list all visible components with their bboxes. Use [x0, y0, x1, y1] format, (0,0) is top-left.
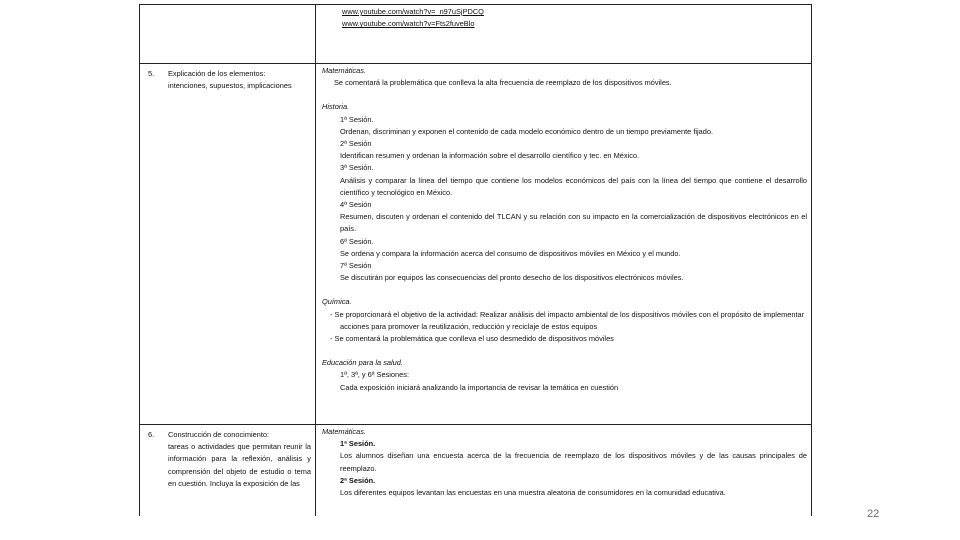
row-label-cell [140, 425, 316, 517]
bullet-text: - Se proporcionará el objetivo de la actividad: Realizar análisis del impacto ambiental de los dispositivos móviles con el propósito de implementar acciones para promover la reutilización, reducción y reciclaje de estos equipos [330, 309, 805, 331]
row-label-cell [140, 64, 316, 425]
bullet-text: - Se comentará la problemática que conlleva el uso desmedido de dispositivos móviles [330, 334, 614, 344]
subject-heading: Química. [322, 297, 352, 307]
subject-heading: Historia. [322, 102, 350, 112]
session-text: Análisis y comparar la línea del tiempo que contiene los modelos económicos del país con la línea del tiempo que contiene el desarrollo científico y tecnológico en México. [340, 175, 807, 197]
session-title: 6ª Sesión. [340, 236, 374, 246]
row-number: 5. [148, 69, 155, 78]
session-title: 2ª Sesión [340, 139, 372, 149]
session-text: Se ordena y compara la información acerca del consumo de dispositivos móviles en México y el mundo. [340, 248, 681, 258]
session-text: Ordenan, discriminan y exponen el contenido de cada modelo económico dentro de un tiempo previamente fijado. [340, 126, 714, 136]
row-label-text: intenciones, supuestos, implicaciones [168, 81, 292, 91]
session-text: Resumen, discuten y ordenan el contenido del TLCAN y su relación con su impacto en la comercialización de dispositivos electrónicos en el país. [340, 212, 807, 234]
row-number: 6. [148, 430, 155, 439]
youtube-link[interactable]: www.youtube.com/watch?v=Fts2fuveBlo [342, 19, 475, 29]
page-number: 22 [867, 508, 880, 520]
session-text: Identifican resumen y ordenan la información sobre el desarrollo científico y tec. en México. [340, 151, 640, 161]
row-label-title: Construcción de conocimiento: [168, 430, 270, 439]
session-title: 7ª Sesión [340, 261, 372, 271]
session-title: 2ª Sesión. [340, 475, 376, 485]
session-text: Se discutirán por equipos las consecuencias del pronto desecho de los dispositivos electrónicos móviles. [340, 273, 684, 283]
row-label-title: Explicación de los elementos: [168, 69, 266, 78]
subject-heading: Matemáticas. [322, 66, 366, 75]
planning-table [139, 4, 812, 516]
content-text: Cada exposición iniciará analizando la importancia de revisar la temática en cuestión [340, 382, 619, 392]
row-label-text: tareas o actividades que permitan reunir la información para la reflexión, análisis y comprensión del objeto de estudio o tema en cuestión. Incluya la exposición de las [168, 442, 311, 488]
table-row [140, 425, 812, 517]
document-table-container [139, 4, 812, 516]
session-title: 3ª Sesión. [340, 163, 374, 173]
session-title: 1ª, 3ª, y 6ª Sesiones: [340, 370, 410, 380]
session-title: 1ª Sesión. [340, 114, 374, 124]
row-content-cell [316, 425, 812, 517]
table-cell-links [316, 5, 812, 64]
table-row [140, 5, 812, 64]
content-text: Se comentará la problemática que conlleva la alta frecuencia de reemplazo de los dispositivos móviles. [334, 78, 672, 88]
table-cell-empty [140, 5, 316, 64]
session-text: Los diferentes equipos levantan las encuestas en una muestra aleatoria de consumidores en la comunidad educativa. [340, 488, 726, 498]
row-content-cell [316, 64, 812, 425]
table-row [140, 64, 812, 425]
subject-heading: Educación para la salud. [322, 358, 403, 368]
session-title: 4ª Sesión [340, 200, 372, 210]
session-text: Los alumnos diseñan una encuesta acerca de la frecuencia de reemplazo de los dispositivos móviles y de las causas principales de reemplazo. [340, 451, 807, 473]
subject-heading: Matemáticas. [322, 427, 366, 436]
youtube-link[interactable]: www.youtube.com/watch?v=_n97uSjPDCQ [342, 7, 484, 16]
session-title: 1ª Sesión. [340, 439, 376, 449]
